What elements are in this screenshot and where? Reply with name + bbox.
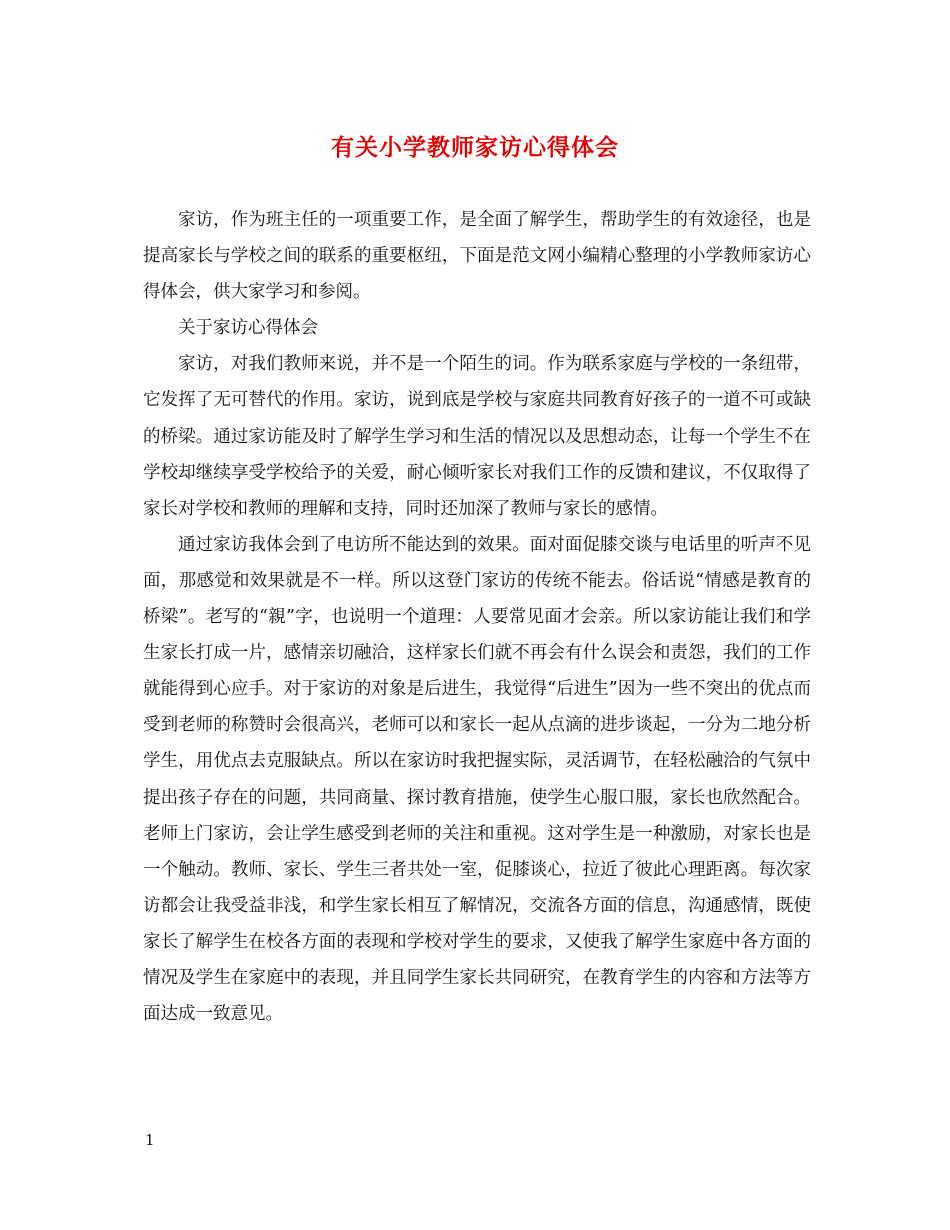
paragraph-subheading: 关于家访心得体会 [178,318,318,339]
paragraph-body-1: 家访，对我们教师来说，并不是一个陌生的词。作为联系家庭与学校的一条纽带，它发挥了无可替代的作用。家访，说到底是学校与家庭共同教育好孩子的一道不可或缺的桥梁。通过家访能及时了解学生学习和生活的情况以及思想动态，让每一个学生不在学校却继续享受学校给予的关爱，耐心倾听家长对我们工作的反馈和建议，不仅取得了家长对学校和教师的理解和支持，同时还加深了教师与家长的感情。 [143,354,811,519]
paragraph-body-2: 通过家访我体会到了电访所不能达到的效果。面对面促膝交谈与电话里的听声不见面，那感觉和效果就是不一样。所以这登门家访的传统不能去。俗话说“情感是教育的桥梁”。老写的“親”字，也说明一个道理：人要常见面才会亲。所以家访能让我们和学生家长打成一片，感情亲切融洽，这样家长们就不再会有什么误会和责怨，我们的工作就能得到心应手。对于家访的对象是后进生，我觉得“后进生”因为一些不突出的优点而受到老师的称赞时会很高兴，老师可以和家长一起从点滴的进步谈起，一分为二地分析学生，用优点去克服缺点。所以在家访时我把握实际，灵活调节，在轻松融洽的气氛中提出孩子存在的问题，共同商量、探讨教育措施，使学生心服口服，家长也欣然配合。老师上门家访，会让学生感受到老师的关注和重视。这对学生是一种激励，对家长也是一个触动。教师、家长、学生三者共处一室，促膝谈心，拉近了彼此心理距离。每次家访都会让我受益非浅，和学生家长相互了解情况，交流各方面的信息，沟通感情，既使家长了解学生在校各方面的表现和学校对学生的要求，又使我了解学生家庭中各方面的情况及学生在家庭中的表现，并且同学生家长共同研究，在教育学生的内容和方法等方面达成一致意见。 [143,534,811,1025]
document-title: 有关小学教师家访心得体会 [331,134,619,161]
page-number: 1 [145,1131,155,1149]
document-body [143,202,811,1032]
paragraph-intro: 家访，作为班主任的一项重要工作，是全面了解学生，帮助学生的有效途径，也是提高家长与学校之间的联系的重要枢纽，下面是范文网小编精心整理的小学教师家访心得体会，供大家学习和参阅。 [143,210,811,303]
